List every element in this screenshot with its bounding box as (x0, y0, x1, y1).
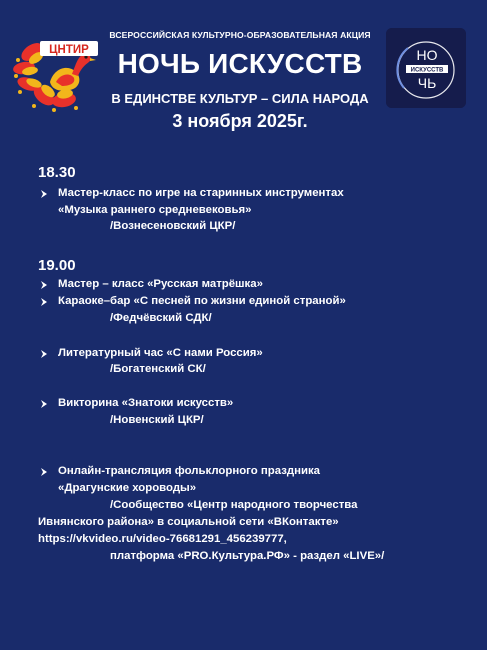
list-item: Мастер – класс «Русская матрёшка» (58, 278, 263, 290)
page-subtitle: В ЕДИНСТВЕ КУЛЬТУР – СИЛА НАРОДА (111, 91, 369, 106)
firebird-logo (10, 24, 102, 116)
venue: /Сообщество «Центр народного творчества (110, 499, 358, 511)
list-item: Мастер-класс по игре на старинных инструментах (58, 187, 344, 199)
venue: /Вознесеновский ЦКР/ (110, 220, 236, 232)
list-item: Караоке–бар «С песней по жизни единой страной» (58, 295, 346, 307)
arrow-bullet-icon (39, 349, 49, 359)
list-item: Викторина «Знатоки искусств» (58, 397, 234, 409)
svg-text:НО: НО (416, 47, 438, 63)
arrow-bullet-icon (39, 467, 49, 477)
list-item-continued: «Музыка раннего средневековья» (58, 204, 252, 216)
arrow-bullet-icon (39, 297, 49, 307)
campaign-kicker: ВСЕРОССИЙСКАЯ КУЛЬТУРНО-ОБРАЗОВАТЕЛЬНАЯ АКЦИЯ (109, 30, 371, 40)
arrow-bullet-icon (39, 189, 49, 199)
venue: /Богатенский СК/ (110, 363, 206, 375)
venue: /Федчёвский СДК/ (110, 312, 212, 324)
list-item: Литературный час «С нами Россия» (58, 347, 263, 359)
svg-text:ИСКУССТВ: ИСКУССТВ (410, 67, 444, 74)
list-item: Онлайн-трансляция фольклорного праздника (58, 465, 321, 477)
time-1830: 18.30 (38, 164, 76, 181)
list-item-continued: «Драгунские хороводы» (58, 482, 197, 494)
venue-continued: Ивнянского района» в социальной сети «ВКонтакте» (38, 516, 339, 528)
page-title: НОЧЬ ИСКУССТВ (117, 48, 363, 79)
platform-note: платформа «PRO.Культура.РФ» - раздел «LIVE»/ (110, 550, 385, 562)
venue: /Новенский ЦКР/ (110, 414, 204, 426)
svg-text:ЧЬ: ЧЬ (417, 75, 437, 91)
time-1900: 19.00 (38, 257, 76, 274)
arrow-bullet-icon (39, 280, 49, 290)
logo-text: ЦНТИР (49, 44, 89, 56)
video-link[interactable]: https://vkvideo.ru/video-76681291_456239777, (38, 533, 287, 545)
event-date: 3 ноября 2025г. (172, 111, 308, 131)
arrow-bullet-icon (39, 399, 49, 409)
night-of-arts-logo (386, 28, 466, 108)
